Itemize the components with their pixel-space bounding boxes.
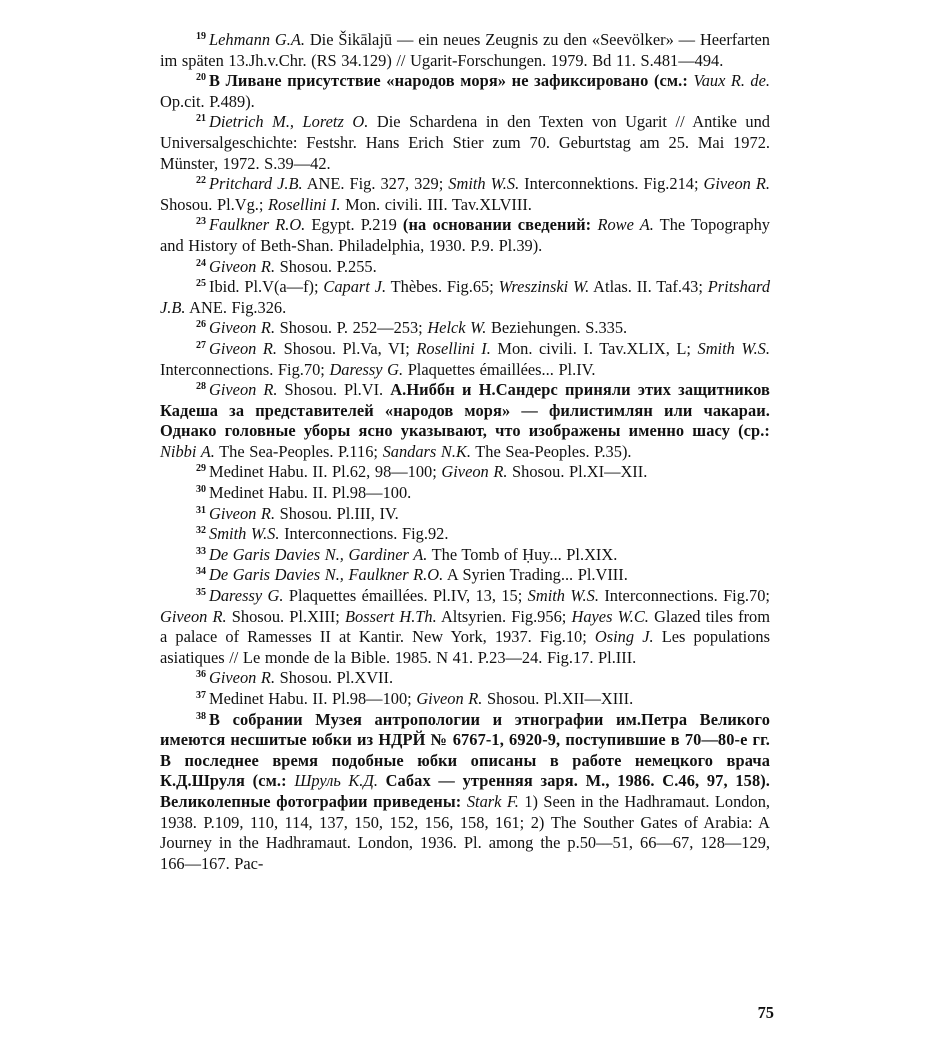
- author-citation: Giveon R.: [160, 606, 227, 626]
- author-citation: Smith W.S.: [209, 524, 280, 544]
- footnote-37: [160, 689, 770, 710]
- footnote-32: [160, 524, 770, 545]
- footnote-34: [160, 565, 770, 586]
- author-citation: Osing J.: [594, 627, 654, 647]
- footnotes-column: [160, 30, 770, 874]
- author-citation: Giveon R.: [209, 256, 276, 276]
- footnote-19: [160, 30, 770, 71]
- footnote-number: 27: [196, 339, 206, 351]
- author-citation: Rowe A.: [597, 215, 654, 235]
- footnote-text: Mon. civili. I. Tav.XLIX, L;: [490, 338, 698, 358]
- footnote-35: [160, 586, 770, 668]
- footnote-text: Altsyrien. Fig.956;: [436, 606, 572, 626]
- author-citation: Stark F.: [466, 791, 519, 811]
- footnote-24: [160, 257, 770, 278]
- author-citation: De Garis Davies N., Gardiner A.: [209, 544, 428, 564]
- author-citation: Daressy G.: [209, 586, 284, 606]
- author-citation: Smith W.S.: [697, 338, 770, 358]
- footnote-text: А.Ниббн и Н.Сандерс приняли этих защитников Кадеша за представителей «народов моря» — филистимлян или чакараи. Однако головные уборы ясно указывают, что изображены именно шасу (ср.:: [160, 380, 771, 441]
- footnote-21: [160, 112, 770, 174]
- footnote-text: Shosou. P. 252—253;: [275, 318, 428, 338]
- footnote-text: Die Šikālajū — ein neues Zeugnis zu den «Seevölker» — Heerfarten im späten 13.Jh.v.Chr. (RS 34.129) // Ugarit-Forschungen. 1979. Bd 11. S.481—494.: [160, 30, 771, 70]
- footnote-text: The Sea-Peoples. P.116;: [214, 441, 383, 461]
- footnote-20: [160, 71, 770, 112]
- author-citation: Rosellini I.: [416, 338, 491, 358]
- footnote-number: 24: [196, 257, 206, 269]
- author-citation: Hayes W.C.: [571, 606, 649, 626]
- author-citation: De Garis Davies N., Faulkner R.O.: [209, 565, 444, 585]
- author-citation: Giveon R.: [209, 668, 276, 688]
- footnote-number: 19: [196, 31, 206, 42]
- footnote-text: Shosou. Pl.III, IV.: [275, 503, 399, 523]
- footnote-number: 29: [196, 463, 206, 475]
- footnote-text: Shosou. Pl.XIII;: [226, 606, 346, 626]
- footnote-text: Glazed tiles from a palace of Ramesses II at Kantir. New York, 1937. Fig.10;: [160, 606, 770, 647]
- footnote-text: Shosou. Pl.Va, VI;: [277, 338, 417, 358]
- footnote-text: Medinet Habu. II. Pl.98—100;: [209, 689, 417, 708]
- author-citation: Giveon R.: [209, 318, 276, 338]
- footnote-29: [160, 462, 770, 483]
- author-citation: Sandars N.K.: [382, 441, 471, 461]
- author-citation: Daressy G.: [329, 359, 404, 379]
- footnote-36: [160, 668, 770, 689]
- author-citation: Capart J.: [323, 277, 387, 297]
- footnote-text: Mon. civili. III. Tav.XLVIII.: [340, 194, 532, 214]
- footnote-text: Interconnections. Fig.70;: [598, 586, 770, 606]
- author-citation: Wreszinski W.: [498, 277, 590, 297]
- footnote-text: Op.cit. P.489).: [160, 91, 255, 111]
- author-citation: Dietrich M., Loretz O.: [209, 112, 369, 132]
- footnote-number: 37: [196, 690, 206, 701]
- footnote-text: The Topography and History of Beth-Shan. Philadelphia, 1930. P.9. Pl.39).: [160, 215, 770, 255]
- footnote-number: 32: [196, 525, 206, 537]
- footnote-text: Les populations asiatiques // Le monde de la Bible. 1985. N 41. P.23—24. Fig.17. Pl.III.: [160, 627, 770, 667]
- footnote-number: 23: [196, 216, 206, 228]
- footnote-27: [160, 339, 770, 380]
- author-citation: Lehmann G.A.: [209, 30, 305, 49]
- footnote-text: Plaquettes émaillées... Pl.IV.: [403, 359, 596, 379]
- author-citation: Pritshard J.B.: [160, 277, 771, 317]
- footnote-text: Shosou. P.255.: [275, 256, 377, 276]
- author-citation: Rosellini I.: [268, 194, 341, 214]
- author-citation: Helck W.: [427, 318, 487, 338]
- footnote-text: 1) Seen in the Hadhramaut. London, 1938. P.109, 110, 114, 137, 150, 152, 156, 158, 161; 2) The Souther Gates of Arabia: A Journey in the Hadhramaut. London, 1936. Pl. among the p.50—51, 66—67, 128—129, 166—167. Рас-: [160, 791, 770, 873]
- footnote-text: В Ливане присутствие «народов моря» не зафиксировано (см.:: [209, 71, 694, 91]
- footnote-number: 20: [196, 72, 206, 84]
- footnote-text: Die Schardena in den Texten von Ugarit // Antike und Universalgeschichte: Festshr. Hans Erich Stier zum 70. Geburtstag am 25. Mai 1972. Münster, 1972. S.39—42.: [160, 112, 770, 173]
- author-citation: Giveon R.: [441, 462, 508, 482]
- author-citation: Smith W.S.: [448, 174, 520, 194]
- footnote-text: Shosou. Pl.XI—XII.: [507, 462, 648, 482]
- footnote-text: The Sea-Peoples. P.35).: [470, 441, 632, 461]
- footnote-text: Interconnections. Fig.92.: [279, 524, 449, 544]
- footnote-38: [160, 710, 770, 875]
- footnote-text: ANE. Fig.326.: [185, 297, 287, 317]
- footnote-text: Shosou. Pl.VI.: [277, 380, 391, 400]
- footnote-31: [160, 504, 770, 525]
- footnote-30: [160, 483, 770, 504]
- footnote-text: Beziehungen. S.335.: [486, 318, 628, 338]
- footnote-text: В собрании Музея антропологии и этнографии им.Петра Великого имеются несшитые юбки из НДРЙ № 6767-1, 6920-9, поступившие в 70—80-е гг. В последнее время подобные юбки описаны в работе немецкого врача К.Д.Шруля (см.:: [160, 709, 770, 791]
- author-citation: Nibbi A.: [160, 441, 215, 461]
- footnote-number: 28: [196, 381, 206, 393]
- author-citation: Pritchard J.B.: [209, 174, 303, 194]
- footnote-number: 34: [196, 566, 206, 578]
- footnote-text: Interconnektions. Fig.214;: [519, 174, 704, 194]
- footnote-text: (на основании сведений:: [402, 215, 598, 235]
- author-citation: Giveon R.: [209, 503, 276, 523]
- footnote-text: A Syrien Trading... Pl.VIII.: [443, 565, 628, 585]
- footnote-28: [160, 380, 770, 462]
- author-citation: Smith W.S.: [527, 586, 599, 606]
- footnote-text: Shosou. Pl.XVII.: [275, 668, 394, 688]
- footnote-number: 33: [196, 545, 206, 557]
- footnote-text: Medinet Habu. II. Pl.62, 98—100;: [209, 462, 442, 482]
- footnote-number: 21: [196, 113, 206, 125]
- footnote-25: [160, 277, 770, 318]
- author-citation: Шруль К.Д.: [294, 771, 378, 791]
- footnote-text: Egypt. P.219: [305, 215, 403, 235]
- footnote-text: Сабах — утренняя заря. М., 1986. С.46, 97, 158). Великолепные фотографии приведены:: [160, 771, 770, 811]
- author-citation: Faulkner R.O.: [209, 215, 306, 235]
- footnote-22: [160, 174, 770, 215]
- page-number: 75: [757, 1003, 774, 1022]
- footnote-33: [160, 545, 770, 566]
- footnote-text: Shosou. Pl.XII—XIII.: [482, 689, 634, 708]
- footnote-number: 26: [196, 319, 206, 331]
- footnote-text: The Tomb of Ḥuy... Pl.XIX.: [427, 544, 618, 564]
- footnote-number: 25: [196, 278, 206, 290]
- footnote-text: Atlas. II. Taf.43;: [589, 277, 708, 297]
- footnote-number: 30: [196, 484, 206, 496]
- footnote-text: Ibid. Pl.V(a—f);: [209, 277, 324, 297]
- footnote-number: 31: [196, 504, 206, 516]
- footnote-number: 36: [196, 669, 206, 681]
- footnote-text: Medinet Habu. II. Pl.98—100.: [209, 483, 412, 503]
- author-citation: Bossert H.Th.: [345, 606, 437, 626]
- footnote-number: 22: [196, 175, 206, 187]
- footnote-text: Plaquettes émaillées. Pl.IV, 13, 15;: [283, 586, 528, 606]
- footnote-text: Shosou. Pl.Vg.;: [160, 194, 269, 214]
- author-citation: Giveon R.: [703, 174, 770, 194]
- footnote-text: ANE. Fig. 327, 329;: [302, 174, 449, 194]
- footnote-text: Thèbes. Fig.65;: [386, 277, 499, 297]
- author-citation: Giveon R.: [209, 338, 278, 358]
- footnote-number: 38: [196, 710, 206, 722]
- author-citation: Vaux R. de.: [693, 71, 770, 91]
- author-citation: Giveon R.: [416, 689, 483, 708]
- author-citation: Giveon R.: [209, 380, 278, 400]
- footnote-23: [160, 215, 770, 256]
- footnote-26: [160, 318, 770, 339]
- footnote-text: Interconnections. Fig.70;: [160, 359, 330, 379]
- footnote-number: 35: [196, 587, 206, 599]
